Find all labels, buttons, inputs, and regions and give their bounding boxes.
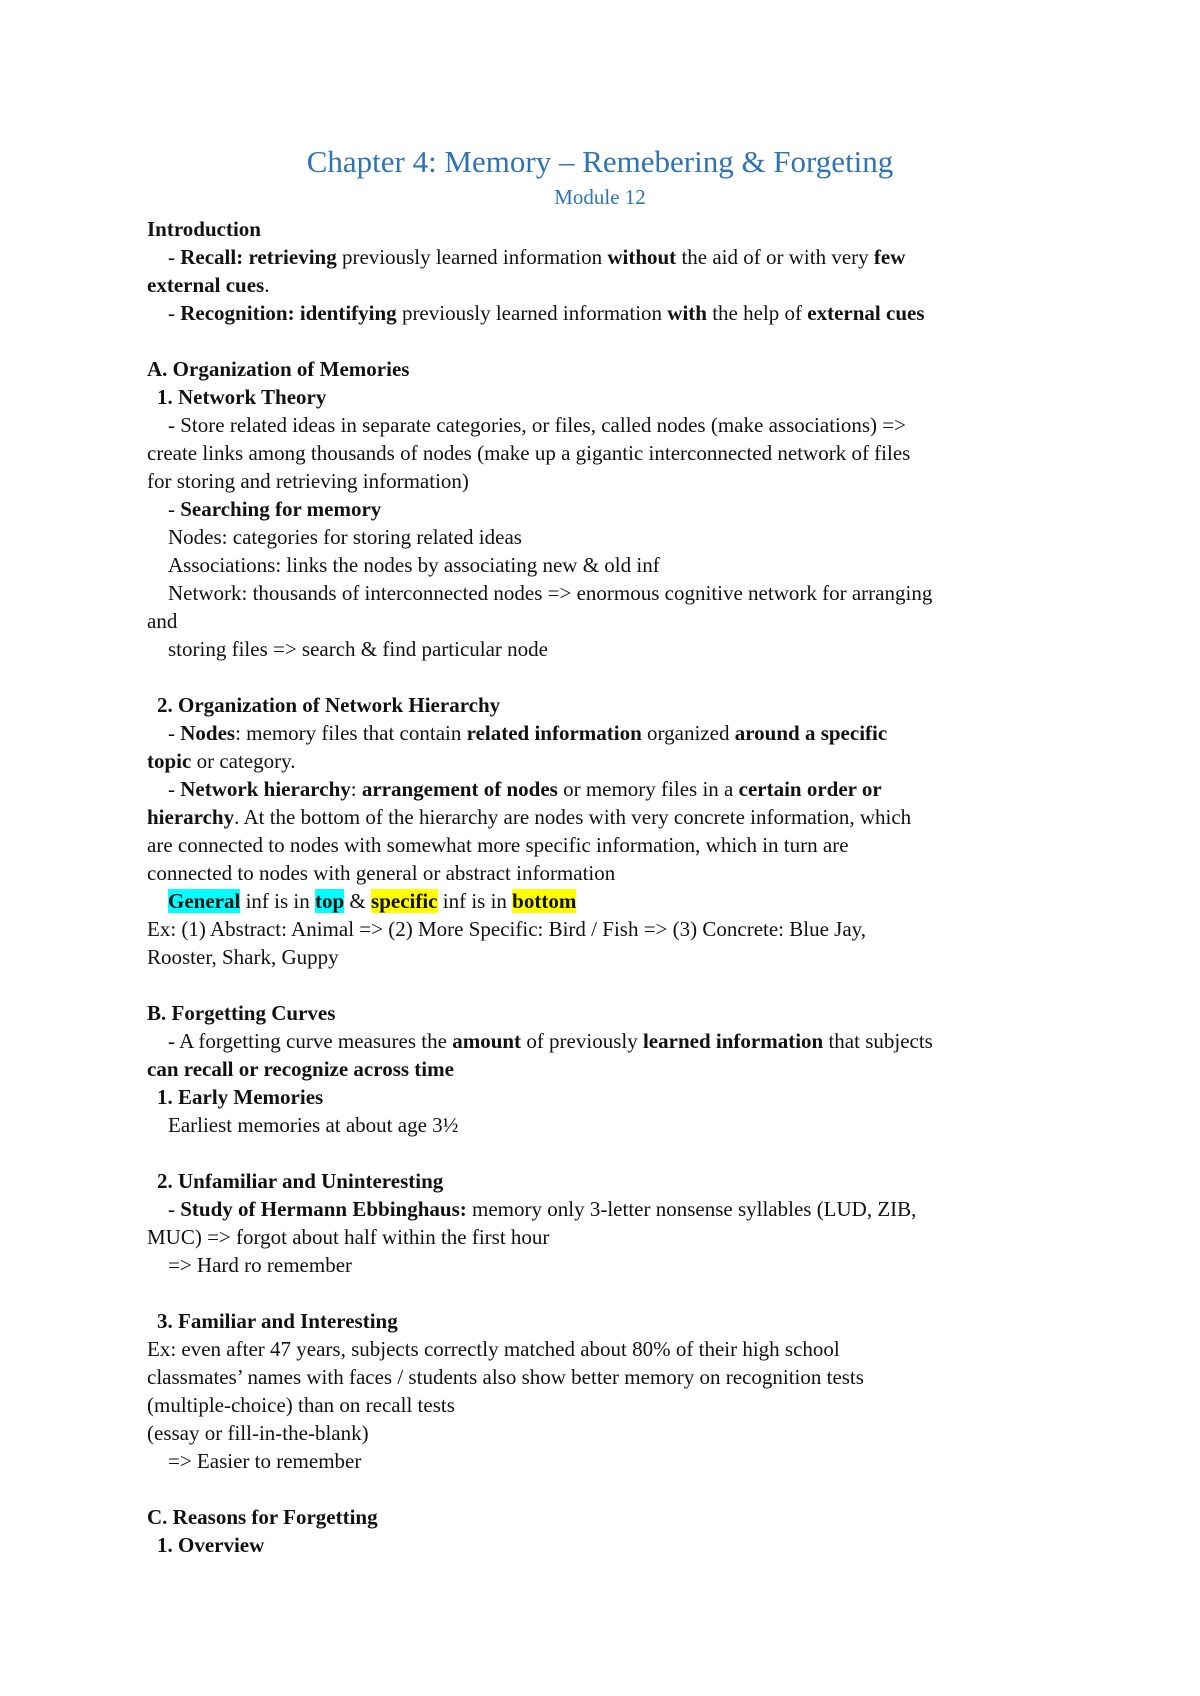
forgetting-curve-definition: - A forgetting curve measures the amount of previously learned information that subjects	[168, 1029, 933, 1053]
intro-heading: Introduction	[147, 217, 261, 241]
forgetting-curve-definition-cont: can recall or recognize across time	[147, 1057, 454, 1081]
spacer	[147, 663, 1067, 691]
spacer	[147, 327, 1067, 355]
unfamiliar-conclusion: => Hard ro remember	[168, 1253, 353, 1277]
spacer	[147, 1279, 1067, 1307]
network-theory-text: - Store related ideas in separate categories, or files, called nodes (make associations) =>	[168, 413, 906, 437]
spacer	[147, 1139, 1067, 1167]
familiar-example-cont: (essay or fill-in-the-blank)	[147, 1421, 369, 1445]
page-subtitle: Module 12	[554, 185, 646, 209]
early-memories-text: Earliest memories at about age 3½	[168, 1113, 459, 1137]
hierarchy-nodes-text-cont: topic or category.	[147, 749, 296, 773]
network-theory-text-cont: for storing and retrieving information)	[147, 469, 469, 493]
hierarchy-nodes-text: - Nodes: memory files that contain related information organized around a specific	[168, 721, 888, 745]
hierarchy-example-cont: Rooster, Shark, Guppy	[147, 945, 339, 969]
network-hierarchy-text-cont: are connected to nodes with somewhat more specific information, which in turn are	[147, 833, 849, 857]
familiar-heading: 3. Familiar and Interesting	[157, 1309, 398, 1333]
document-body	[147, 215, 1067, 1559]
network-definition: Network: thousands of interconnected nodes => enormous cognitive network for arranging	[168, 581, 933, 605]
spacer	[147, 971, 1067, 999]
highlight-specific: specific	[371, 889, 438, 913]
recall-definition-cont: external cues.	[147, 273, 270, 297]
familiar-example: Ex: even after 47 years, subjects correctly matched about 80% of their high school	[147, 1337, 840, 1361]
overview-heading: 1. Overview	[157, 1533, 265, 1557]
ebbinghaus-study-text: - Study of Hermann Ebbinghaus: memory only 3-letter nonsense syllables (LUD, ZIB,	[168, 1197, 917, 1221]
section-c-heading: C. Reasons for Forgetting	[147, 1505, 378, 1529]
network-hierarchy-text-cont: connected to nodes with general or abstract information	[147, 861, 616, 885]
recognition-definition: - Recognition: identifying previously learned information with the help of external cues	[168, 301, 925, 325]
highlight-bottom: bottom	[512, 889, 577, 913]
section-b-heading: B. Forgetting Curves	[147, 1001, 336, 1025]
network-hierarchy-text: - Network hierarchy: arrangement of nodes or memory files in a certain order or	[168, 777, 882, 801]
familiar-example-cont: (multiple-choice) than on recall tests	[147, 1393, 455, 1417]
page-title: Chapter 4: Memory – Remebering & Forgeting	[306, 144, 894, 179]
network-hierarchy-text-cont: hierarchy. At the bottom of the hierarchy are nodes with very concrete information, which	[147, 805, 912, 829]
network-theory-heading: 1. Network Theory	[157, 385, 327, 409]
ebbinghaus-study-text-cont: MUC) => forgot about half within the first hour	[147, 1225, 550, 1249]
network-definition-cont: and	[147, 609, 178, 633]
hierarchy-example: Ex: (1) Abstract: Animal => (2) More Specific: Bird / Fish => (3) Concrete: Blue Jay,	[147, 917, 867, 941]
network-theory-text-cont: create links among thousands of nodes (make up a gigantic interconnected network of files	[147, 441, 911, 465]
highlight-general: General	[168, 889, 241, 913]
spacer	[147, 1475, 1067, 1503]
highlighted-summary: General inf is in top & specific inf is in bottom	[168, 889, 577, 913]
network-definition-cont: storing files => search & find particular node	[168, 637, 548, 661]
nodes-definition: Nodes: categories for storing related ideas	[168, 525, 522, 549]
associations-definition: Associations: links the nodes by associating new & old inf	[168, 553, 660, 577]
unfamiliar-heading: 2. Unfamiliar and Uninteresting	[157, 1169, 444, 1193]
early-memories-heading: 1. Early Memories	[157, 1085, 324, 1109]
familiar-conclusion: => Easier to remember	[168, 1449, 362, 1473]
hierarchy-heading: 2. Organization of Network Hierarchy	[157, 693, 501, 717]
familiar-example-cont: classmates’ names with faces / students also show better memory on recognition tests	[147, 1365, 864, 1389]
section-a-heading: A. Organization of Memories	[147, 357, 410, 381]
searching-memory-heading: - Searching for memory	[168, 497, 382, 521]
highlight-top: top	[314, 889, 345, 913]
recall-definition: - Recall: retrieving previously learned information without the aid of or with very few	[168, 245, 906, 269]
